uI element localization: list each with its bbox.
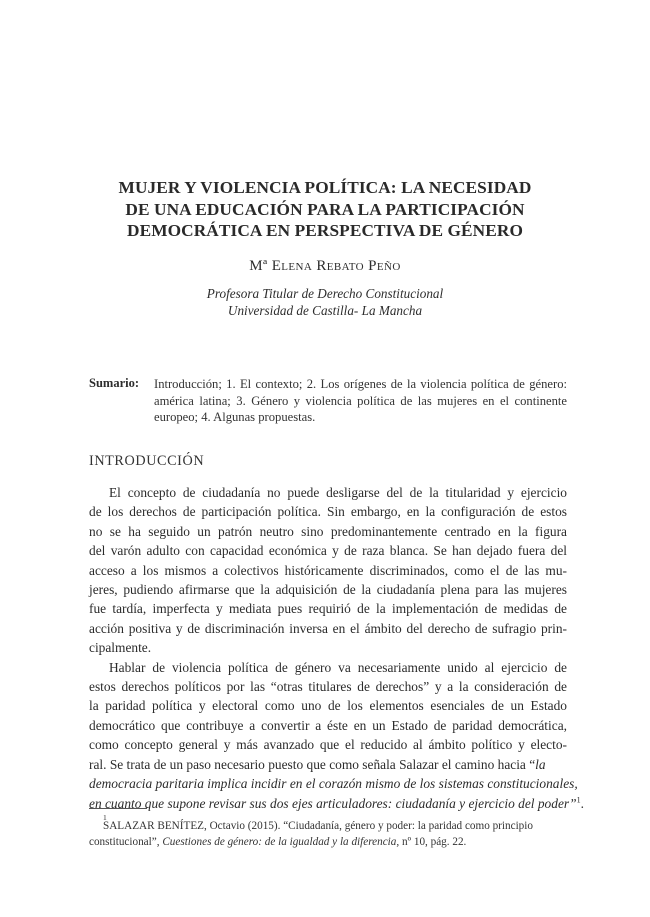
body-line: democrático que contribuye a convertir a éste en un Estado de paridad democrática, [89, 717, 567, 733]
body-line: acción positiva y de discriminación inversa en el ámbito del derecho de sufragio prin- [89, 620, 567, 636]
body-line: Hablar de violencia política de género va necesariamente unido al ejercicio de [109, 659, 567, 675]
footnote-text: nº 10, pág. 22. [399, 836, 467, 849]
footnote-text: SALAZAR BENÍTEZ, Octavio (2015). “Ciudadanía, género y poder: la paridad como principio [103, 820, 533, 832]
author-name: Mª Elena Rebato Peño [249, 258, 401, 274]
sentence-end: . [580, 795, 584, 811]
section-heading: INTRODUCCIÓN [89, 453, 205, 469]
summary-label: Sumario: [89, 376, 139, 390]
paper-title [80, 177, 570, 242]
body-line: no se ha seguido un patrón neutro sino predominantemente centrado en la figura [89, 523, 567, 539]
body-line: El concepto de ciudadanía no puede desligarse del de la titularidad y ejercicio [109, 485, 567, 500]
quote-start: la [535, 756, 546, 772]
body-line: como concepto general y más avanzado que el reducido al ámbito político y electo- [89, 737, 567, 753]
footnote-line [89, 834, 567, 850]
title-line: MUJER Y VIOLENCIA POLÍTICA: LA NECESIDAD [118, 178, 532, 197]
footnote [89, 813, 567, 850]
summary-text [154, 376, 567, 426]
quote-text: en cuanto que supone revisar sus dos ejes articuladores: ciudadanía y ejercicio del poder [89, 795, 570, 811]
footnote-separator [89, 808, 147, 809]
body-line: estos derechos políticos por las “otras titulares de derechos” y a la consideración de [89, 679, 567, 695]
body-line: cipalmente. [89, 640, 152, 656]
body-line: del varón adulto con capacidad económica y de raza blanca. Se han dejado fuera del [89, 543, 567, 559]
footnote-line: 1 SALAZAR BENÍTEZ, Octavio (2015). “Ciudadanía, género y poder: la paridad como principio [103, 813, 533, 832]
affiliation-position: Profesora Titular de Derecho Constitucional [206, 286, 444, 301]
quote-close: ” [569, 795, 577, 811]
author-affiliation [0, 286, 650, 319]
affiliation-institution: Universidad de Castilla- La Mancha [227, 302, 423, 318]
body-line [89, 794, 584, 813]
body-text [89, 483, 584, 813]
title-line: DE UNA EDUCACIÓN PARA LA PARTICIPACIÓN [125, 199, 525, 219]
footnote-text: constitucional”, [89, 836, 163, 849]
body-line: acceso a los mismos a colectivos históricamente discriminados, como el de las mu- [89, 562, 567, 578]
body-line [89, 755, 567, 774]
footnote-reference[interactable]: 1 [576, 795, 581, 805]
body-line: la paridad política y electoral como uno de los elementos esenciales de un Estado [89, 698, 567, 714]
body-line-text: ral. Se trata de un paso necesario puesto que como señala Salazar el camino hacia “ [89, 756, 536, 772]
body-line: fue tardía, imperfecta y mediata pues requirió de la implementación de medidas de [89, 601, 567, 617]
summary-line: Introducción; 1. El contexto; 2. Los orígenes de la violencia política de género: [154, 377, 567, 391]
body-line [89, 774, 578, 793]
footnote-journal: Cuestiones de género: de la igualdad y la diferencia, [162, 836, 400, 849]
body-line: de los derechos de participación política. Sin embargo, en la configuración de estos [89, 504, 567, 520]
quote-text: democracia paritaria implica incidir en el corazón mismo de los sistemas constitucionales, [89, 776, 578, 792]
summary-line: europeo; 4. Algunas propuestas. [154, 410, 316, 424]
title-line: DEMOCRÁTICA EN PERSPECTIVA DE GÉNERO [126, 221, 523, 240]
summary-line: américa latina; 3. Género y violencia política de las mujeres en el continente [154, 393, 567, 408]
body-line: jeres, pudiendo afirmarse que la adquisición de la ciudadanía plena para las mujeres [89, 582, 567, 598]
